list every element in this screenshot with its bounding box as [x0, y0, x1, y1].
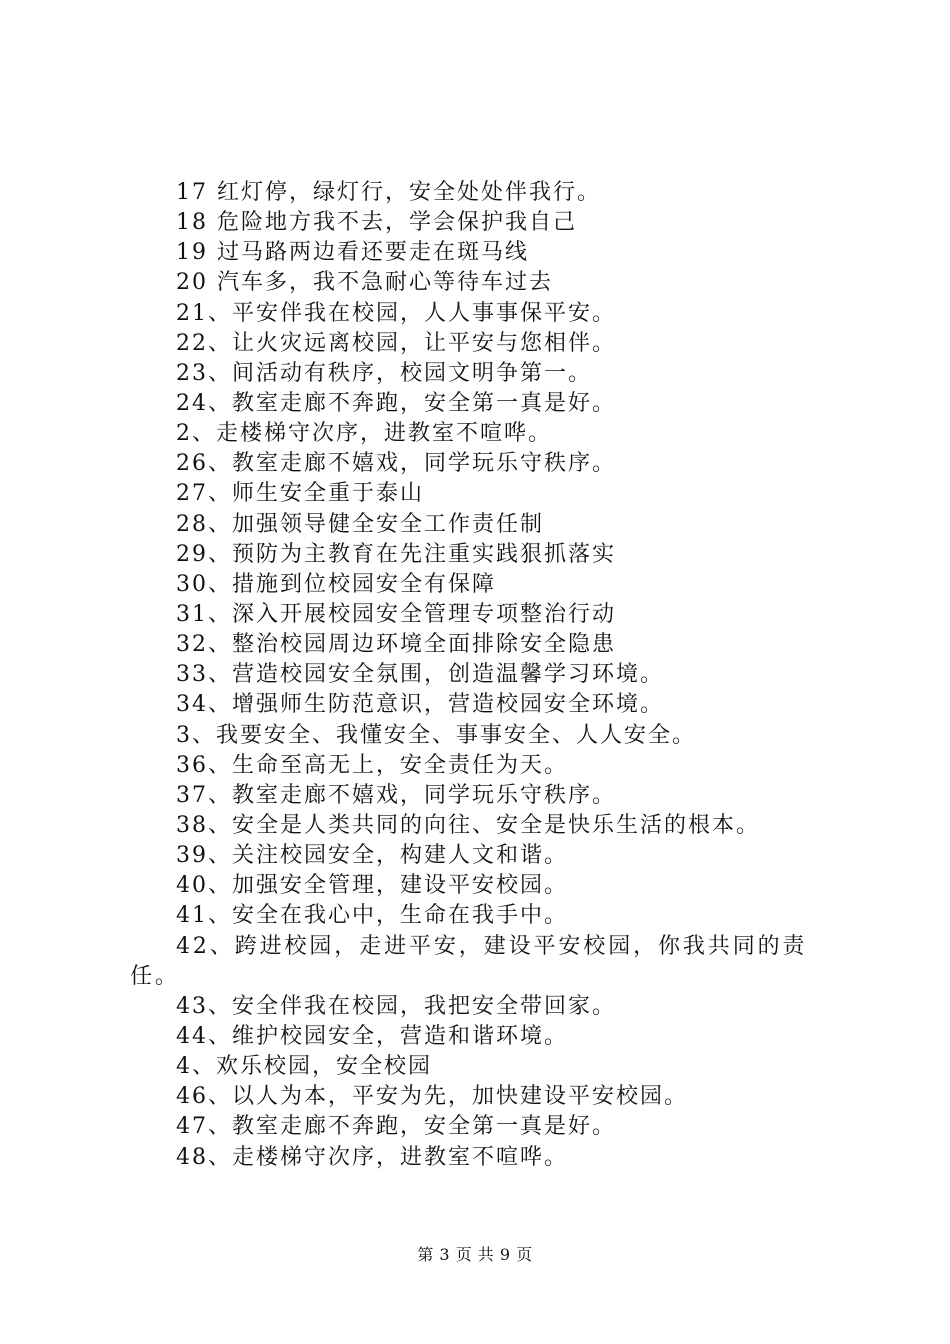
slogan-line: 18 危险地方我不去，学会保护我自己: [176, 210, 577, 236]
slogan-line: 36、生命至高无上，安全责任为天。: [176, 752, 568, 778]
slogan-line: 48、走楼梯守次序，进教室不喧哗。: [176, 1144, 568, 1170]
slogan-line: 2、走楼梯守次序，进教室不喧哗。: [176, 421, 552, 447]
slogan-line: 27、师生安全重于泰山: [176, 481, 424, 507]
slogan-line: 40、加强安全管理，建设平安校园。: [176, 873, 568, 899]
slogan-line: 44、维护校园安全，营造和谐环境。: [176, 1023, 568, 1049]
slogan-line: 19 过马路两边看还要走在斑马线: [176, 240, 529, 266]
slogan-line: 28、加强领导健全安全工作责任制: [176, 511, 544, 537]
slogan-line: 30、措施到位校园安全有保障: [176, 571, 496, 597]
slogan-line: 37、教室走廊不嬉戏，同学玩乐守秩序。: [176, 782, 616, 808]
slogan-line: 39、关注校园安全，构建人文和谐。: [176, 843, 568, 869]
slogan-line: 41、安全在我心中，生命在我手中。: [176, 903, 568, 929]
slogan-line: 43、安全伴我在校园，我把安全带回家。: [176, 993, 616, 1019]
slogan-line: 46、以人为本，平安为先，加快建设平安校园。: [176, 1084, 688, 1110]
slogan-list: [130, 178, 830, 1173]
slogan-line: 22、让火灾远离校园，让平安与您相伴。: [176, 330, 616, 356]
slogan-line: 3、我要安全、我懂安全、事事安全、人人安全。: [176, 722, 696, 748]
slogan-line: 32、整治校园周边环境全面排除安全隐患: [176, 632, 616, 658]
slogan-line-wrapped: 42、跨进校园，走进平安，建设平安校园，你我共同的责任。: [130, 933, 808, 989]
page-indicator: 第 3 页 共 9 页: [417, 1245, 533, 1264]
slogan-line: 4、欢乐校园，安全校园: [176, 1054, 432, 1080]
slogan-line: 34、增强师生防范意识，营造校园安全环境。: [176, 692, 664, 718]
slogan-line: 21、平安伴我在校园，人人事事保平安。: [176, 300, 616, 326]
slogan-line: 20 汽车多，我不急耐心等待车过去: [176, 270, 553, 296]
slogan-line: 23、间活动有秩序，校园文明争第一。: [176, 360, 592, 386]
slogan-line: 38、安全是人类共同的向往、安全是快乐生活的根本。: [176, 812, 760, 838]
slogan-line: 47、教室走廊不奔跑，安全第一真是好。: [176, 1114, 616, 1140]
slogan-line: 26、教室走廊不嬉戏，同学玩乐守秩序。: [176, 451, 616, 477]
slogan-line: 31、深入开展校园安全管理专项整治行动: [176, 601, 616, 627]
slogan-line: 17 红灯停，绿灯行，安全处处伴我行。: [176, 180, 601, 205]
slogan-line: 24、教室走廊不奔跑，安全第一真是好。: [176, 390, 616, 416]
slogan-line: 29、预防为主教育在先注重实践狠抓落实: [176, 541, 616, 567]
slogan-line: 33、营造校园安全氛围，创造温馨学习环境。: [176, 662, 664, 688]
